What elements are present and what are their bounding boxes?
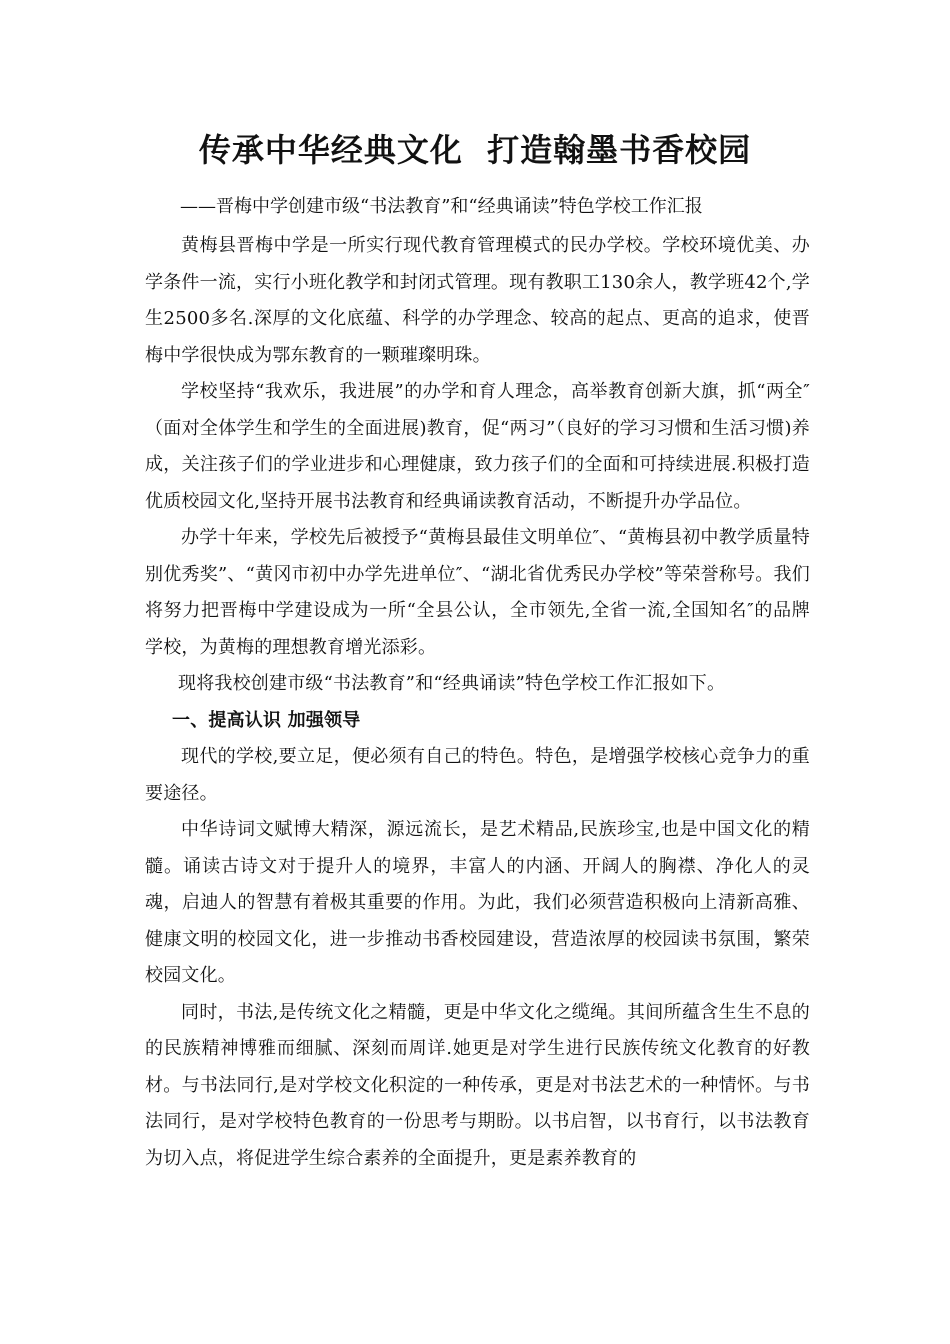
paragraph-school-philosophy: 学校坚持“我欢乐，我进展”的办学和育人理念，高举教育创新大旗，抓“两全″（面对全体学生和学生的全面进展)教育，促“两习”（良好的学习习惯和生活习惯)养成，关注孩子们的学业进步和心理健康，致力孩子们的全面和可持续进展.积极打造优质校园文化,坚持开展书法教育和经典诵读教育活动，不断提升办学品位。 — [145, 381, 810, 512]
paragraph-school-characteristics: 现代的学校,要立足，便必须有自己的特色。特色，是增强学校核心竞争力的重要途径。 — [145, 746, 810, 804]
paragraph-classic-poetry: 中华诗词文赋博大精深，源远流长，是艺术精品,民族珍宝,也是中国文化的精髓。诵读古诗文对于提升人的境界，丰富人的内涵、开阔人的胸襟、净化人的灵魂，启迪人的智慧有着极其重要的作用。为此，我们必须营造积极向上清新高雅、健康文明的校园文化，进一步推动书香校园建设，营造浓厚的校园读书氛围，繁荣校园文化。 — [145, 819, 810, 986]
paragraph-school-intro: 黄梅县晋梅中学是一所实行现代教育管理模式的民办学校。学校环境优美、办学条件一流，实行小班化教学和封闭式管理。现有教职工130余人，教学班42个,学生2500多名.深厚的文化底蕴、科学的办学理念、较高的起点、更高的追求，使晋梅中学很快成为鄂东教育的一颗璀璨明珠。 — [145, 235, 810, 366]
document-title: 传承中华经典文化 打造翰墨书香校园 — [198, 131, 752, 169]
document-subtitle: ——晋梅中学创建市级“书法教育”和“经典诵读”特色学校工作汇报 — [180, 196, 703, 217]
paragraph-school-honors: 办学十年来，学校先后被授予“黄梅县最佳文明单位″、“黄梅县初中教学质量特别优秀奖”、“黄冈市初中办学先进单位″、“湖北省优秀民办学校”等荣誉称号。我们将努力把晋梅中学建设成为一所“全县公认，全市领先,全省一流,全国知名″的品牌学校，为黄梅的理想教育增光添彩。 — [145, 527, 810, 658]
paragraph-report-intro: 现将我校创建市级“书法教育”和“经典诵读”特色学校工作汇报如下。 — [178, 673, 726, 694]
paragraph-calligraphy: 同时，书法,是传统文化之精髓，更是中华文化之缆绳。其间所蕴含生生不息的的民族精神博雅而细腻、深刻而周详.她更是对学生进行民族传统文化教育的好教材。与书法同行,是对学校文化积淀的一种传承，更是对书法艺术的一种情怀。与书法同行，是对学校特色教育的一份思考与期盼。以书启智，以书育行，以书法教育为切入点，将促进学生综合素养的全面提升，更是素养教育的 — [145, 1001, 810, 1169]
document-body — [145, 228, 810, 1177]
section-heading-leadership: 一、提高认识 加强领导 — [172, 709, 361, 731]
